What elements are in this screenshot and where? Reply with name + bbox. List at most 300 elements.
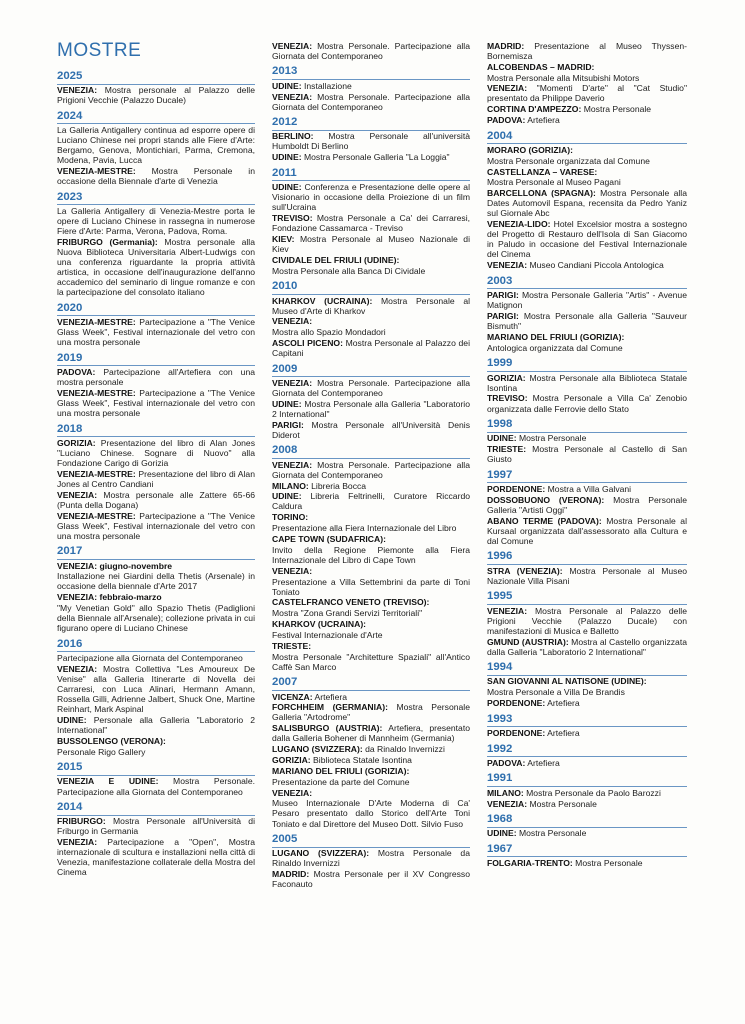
- entry-description: Mostra Personale al Kursaal organizzata dall'assessorato alla Cultura e dal Comune: [487, 515, 687, 546]
- year-heading: 2013: [272, 65, 470, 80]
- entry-description: Libreria Bocca: [308, 480, 367, 491]
- entry-location: BERLINO:: [272, 131, 314, 142]
- entry-location: FORCHHEIM (GERMANIA):: [272, 702, 388, 713]
- entry-description: Artefiera: [545, 728, 580, 738]
- entry-description: Mostra Personale al Museo d'Arte di Kharkov: [272, 295, 471, 316]
- year-heading: 2010: [272, 280, 470, 295]
- exhibition-entry: [272, 41, 470, 61]
- exhibition-entry: [487, 167, 687, 177]
- entry-description: Mostra Personale per il XV Congresso Faconauto: [272, 869, 470, 890]
- exhibition-entry: [487, 758, 687, 768]
- exhibition-entry: [57, 388, 255, 418]
- exhibition-entry: [57, 237, 255, 297]
- exhibition-entry: [272, 420, 470, 440]
- entry-description: Mostra Personale al Palazzo delle Prigioni Vecchie (Palazzo Ducale) con manifestazioni di Musica e Balletto: [487, 605, 687, 636]
- exhibition-entry: [487, 41, 687, 61]
- entry-description: Personale alla Galleria "Laboratorio 2 International": [57, 714, 255, 735]
- entry-location: MILANO:: [487, 787, 524, 798]
- exhibition-entry: [57, 592, 255, 602]
- exhibition-entry: [272, 182, 470, 212]
- entry-description: Mostra Collettiva "Les Amoureux De Venise" alla Galleria Itinerarte di Novella dei Carraresi, con Luca Alinari, Hermann Amann, Rossella Gilli, Adrienne Jalbert, Shuck One, Martine Reinhart, Mark Aspinal: [57, 663, 255, 715]
- exhibition-entry: [487, 290, 687, 310]
- entry-description: Mostra Personale. Partecipazione alla Giornata del Contemporaneo: [57, 776, 255, 797]
- entry-location: VENEZIA:: [57, 837, 98, 848]
- entry-description: Mostra Personale alla Dates Automovil Espana, recensita da Pedro Yaniz sul Giornale Abc: [487, 188, 687, 219]
- entry-description: Artefiera: [525, 757, 560, 768]
- entry-description: Partecipazione a "The Venice Glass Week", Festival internazionale del vetro con una mostra personale: [57, 387, 255, 418]
- exhibition-entry: [272, 512, 470, 522]
- entry-location: TRIESTE:: [272, 640, 312, 651]
- entry-description: Festival Internazionale d'Arte: [272, 630, 383, 641]
- entry-description: Mostra Personale alla Mitsubishi Motors: [487, 72, 640, 83]
- entry-location: PADOVA:: [487, 115, 526, 126]
- exhibition-entry: [487, 858, 687, 868]
- entry-description: Mostra Personale: [581, 104, 652, 115]
- entry-description: Mostra Personale al Palazzo dei Capitani: [272, 338, 470, 359]
- entry-description: Mostra Personale da Paolo Barozzi: [523, 787, 661, 798]
- entry-description: La Galleria Antigallery di Venezia-Mestre porta le opere di Luciano Chinese in rassegna in numerose Fiere d'Arte: Parma, Verona, Padova, Roma.: [57, 206, 255, 237]
- entry-description: Mostra Personale Galleria "Artis" - Avenue Matignon: [487, 290, 687, 311]
- entry-location: VENEZIA:: [272, 378, 313, 389]
- entry-description: Conferenza e Presentazione delle opere al Visionario in occasione della Proiezione di un film sull'Ucraina: [272, 182, 470, 213]
- exhibition-entry: [57, 206, 255, 236]
- year-heading: 2016: [57, 638, 255, 653]
- entry-location: ABANO TERME (PADOVA):: [487, 515, 602, 526]
- entry-description: Mostra Personale Galleria "Artisti Oggi": [487, 494, 687, 515]
- entry-location: TREVISO:: [272, 213, 313, 224]
- entry-description: Presentazione da parte del Comune: [272, 776, 410, 787]
- exhibition-entry: [272, 702, 470, 722]
- entry-location: VENEZIA-MESTRE:: [57, 387, 136, 398]
- exhibition-entry: [272, 534, 470, 544]
- entry-location: VENEZIA-MESTRE:: [57, 510, 136, 521]
- entry-location: GORIZIA:: [272, 755, 311, 766]
- entry-description: Libreria Feltrinelli, Curatore Riccardo Caldura: [272, 491, 470, 512]
- entry-description: Mostra Personale in occasione della Biennale d'arte di Venezia: [57, 166, 255, 187]
- entry-description: da Rinaldo Invernizzi: [362, 744, 445, 755]
- year-heading: 2018: [57, 423, 255, 438]
- exhibition-entry: [487, 698, 687, 708]
- entry-location: FRIBURGO:: [57, 816, 106, 827]
- entry-location: SAN GIOVANNI AL NATISONE (UDINE):: [487, 676, 647, 687]
- entry-location: VENEZIA-LIDO:: [487, 219, 551, 230]
- exhibition-entry: [487, 177, 687, 187]
- entry-location: CIVIDALE DEL FRIULI (UDINE):: [272, 254, 400, 265]
- year-heading: 2008: [272, 444, 470, 459]
- exhibition-entry: [272, 92, 470, 112]
- entry-location: ASCOLI PICENO:: [272, 338, 343, 349]
- entry-location: VENEZIA:: [487, 798, 528, 809]
- year-heading: 1991: [487, 772, 687, 787]
- entry-description: Presentazione del libro di Alan Jones "Luciano Chinese. Sognare di Nuovo" alla Fondazione Carigo di Gorizia: [57, 437, 255, 468]
- entry-description: Mostra Personale: [527, 798, 597, 809]
- entry-description: Mostra Personale alla Galleria "Laboratorio 2 International": [272, 398, 470, 419]
- exhibition-entry: [487, 393, 687, 413]
- exhibition-entry: [272, 744, 470, 754]
- entry-location: GORIZIA:: [57, 437, 96, 448]
- entry-description: Mostra Personale alla Banca Di Cividale: [272, 265, 426, 276]
- exhibition-entry: [487, 495, 687, 515]
- entry-location: VENEZIA:: [57, 663, 98, 674]
- year-heading: 1995: [487, 590, 687, 605]
- entry-description: Mostra Personale all'Università Denis Diderot: [272, 419, 470, 440]
- exhibition-entry: [487, 260, 687, 270]
- year-heading: 1999: [487, 357, 687, 372]
- entry-location: MADRID:: [487, 40, 525, 51]
- year-heading: 2015: [57, 761, 255, 776]
- exhibition-entry: [487, 343, 687, 353]
- entry-description: Mostra Personale a Ca' dei Carraresi, Fondazione Cassamarca - Treviso: [272, 213, 470, 234]
- entry-location: CAPE TOWN (SUDAFRICA):: [272, 534, 386, 545]
- entry-description: Presentazione al Museo Thyssen-Bornemisza: [487, 40, 687, 61]
- exhibition-entry: [272, 266, 470, 276]
- exhibition-entry: [272, 152, 470, 162]
- exhibition-entry: [487, 156, 687, 166]
- exhibition-entry: [487, 676, 687, 686]
- entry-location: VENEZIA:: [272, 787, 313, 798]
- entry-description: Presentazione a Villa Settembrini da parte di Toni Toniato: [272, 576, 470, 597]
- exhibition-entry: [487, 219, 687, 259]
- exhibition-entry: [272, 399, 470, 419]
- year-heading: 2014: [57, 801, 255, 816]
- entry-description: Partecipazione alla Giornata del Contemporaneo: [57, 653, 243, 664]
- exhibition-entry: [272, 788, 470, 798]
- entry-location: UDINE:: [487, 433, 517, 444]
- entry-location: VENEZIA:: [487, 260, 528, 271]
- exhibition-entry: [57, 125, 255, 165]
- entry-location: MARIANO DEL FRIULI (GORIZIA):: [487, 331, 625, 342]
- entry-location: KHARKOV (UCRAINA):: [272, 619, 367, 630]
- exhibition-entry: [487, 73, 687, 83]
- entry-location: MADRID:: [272, 869, 310, 880]
- entry-location: PORDENONE:: [487, 484, 546, 495]
- entry-description: Mostra "Zona Grandi Servizi Territoriali": [272, 608, 423, 619]
- column-1: [57, 70, 255, 877]
- exhibition-entry: [487, 566, 687, 586]
- exhibition-entry: [57, 715, 255, 735]
- entry-location: VENEZIA:: [272, 316, 313, 327]
- exhibition-entry: [487, 516, 687, 546]
- exhibition-entry: [272, 777, 470, 787]
- exhibition-entry: [487, 145, 687, 155]
- exhibition-entry: [272, 316, 470, 326]
- year-heading: 1997: [487, 469, 687, 484]
- exhibition-entry: [272, 545, 470, 565]
- exhibition-entry: [272, 848, 470, 868]
- entry-description: Mostra Personale: [516, 433, 587, 444]
- exhibition-entry: [487, 311, 687, 331]
- entry-location: PORDENONE:: [487, 698, 546, 709]
- column-2: [272, 40, 470, 889]
- year-heading: 2004: [487, 130, 687, 145]
- entry-description: Partecipazione a "The Venice Glass Week", Festival internazionale del vetro con una mostra personale: [57, 510, 255, 541]
- entry-location: MORARO (GORIZIA):: [487, 144, 573, 155]
- entry-location: VENEZIA:: [57, 85, 98, 96]
- entry-description: Mostra Personale a Villa Ca' Zenobio organizzata dalle Ferrovie dello Stato: [487, 393, 687, 414]
- entry-description: Mostra al Castello organizzata dalla Galleria "Laboratorio 2 International": [487, 636, 687, 657]
- entry-location: VENEZIA-MESTRE:: [57, 317, 136, 328]
- entry-description: Mostra Personale all'Università di Friburgo in Germania: [57, 816, 255, 837]
- exhibition-entry: [487, 83, 687, 103]
- year-heading: 2020: [57, 302, 255, 317]
- exhibition-entry: [272, 460, 470, 480]
- entry-location: FOLGARIA-TRENTO:: [487, 858, 573, 869]
- exhibition-entry: [57, 85, 255, 105]
- entry-location: KHARKOV (UCRAINA):: [272, 295, 373, 306]
- entry-description: "My Venetian Gold" allo Spazio Thetis (Padiglioni della Biennale all'Arsenale); collezione privata in cui figurano opere di Luciano Chinese: [57, 603, 255, 634]
- entry-location: TRIESTE:: [487, 444, 527, 455]
- exhibition-entry: [272, 378, 470, 398]
- exhibition-entry: [487, 799, 687, 809]
- entry-location: PARIGI:: [272, 419, 304, 430]
- entry-description: La Galleria Antigallery continua ad esporre opere di Luciano Chinese nei propri stands alle Fiere d'Arte: Bergamo, Genova, Montichiari, Parma, Cremona, Modena, Pavia, Lucca: [57, 125, 255, 166]
- entry-description: Mostra Personale alla Biblioteca Statale Isontina: [487, 372, 687, 393]
- exhibition-entry: [57, 816, 255, 836]
- year-heading: 1968: [487, 813, 687, 828]
- entry-location: KIEV:: [272, 233, 295, 244]
- entry-location: VENEZIA:: [272, 40, 313, 51]
- exhibition-entry: [57, 490, 255, 510]
- exhibition-entry: [272, 630, 470, 640]
- exhibition-entry: [57, 837, 255, 877]
- entry-description: Mostra Personale "Architetture Spaziali" all'Antico Caffè San Marco: [272, 651, 470, 672]
- exhibition-entry: [272, 755, 470, 765]
- entry-location: PORDENONE:: [487, 728, 546, 738]
- column-3: [487, 40, 687, 868]
- exhibition-entry: [57, 664, 255, 714]
- exhibition-entry: [272, 338, 470, 358]
- entry-location: VENEZIA-MESTRE:: [57, 468, 136, 479]
- exhibition-entry: [272, 234, 470, 254]
- entry-location: UDINE:: [272, 182, 302, 193]
- entry-description: Mostra Personale organizzata dal Comune: [487, 155, 650, 166]
- exhibition-entry: [487, 484, 687, 494]
- exhibition-entry: [272, 652, 470, 672]
- entry-location: VENEZIA:: [272, 565, 313, 576]
- entry-description: "Momenti D'arte" al "Cat Studio" presentato da Philippe Daverio: [487, 83, 687, 104]
- exhibition-entry: [272, 692, 470, 702]
- entry-location: TREVISO:: [487, 393, 528, 404]
- exhibition-entry: [487, 444, 687, 464]
- entry-location: CASTELFRANCO VENETO (TREVISO):: [272, 597, 430, 608]
- entry-description: Mostra personale al Palazzo delle Prigioni Vecchie (Palazzo Ducale): [57, 85, 255, 106]
- year-heading: 1996: [487, 550, 687, 565]
- exhibition-entry: [57, 603, 255, 633]
- entry-location: GORIZIA:: [487, 372, 526, 383]
- entry-description: Mostra Personale al Castello di San Giusto: [487, 444, 687, 465]
- exhibition-entry: [487, 115, 687, 125]
- entry-description: Personale Rigo Gallery: [57, 746, 146, 757]
- entry-description: Mostra Personale: [572, 858, 643, 869]
- exhibition-entry: [272, 608, 470, 618]
- exhibition-entry: [272, 491, 470, 511]
- entry-description: Mostra Personale alla Galleria "Sauveur Bismuth": [487, 310, 687, 332]
- entry-location: VENEZIA:: [487, 83, 528, 94]
- entry-description: Invito della Regione Piemonte alla Fiera Internazionale del Libro di Cape Town: [272, 544, 470, 565]
- entry-description: Installazione: [301, 80, 352, 91]
- exhibition-entry: [487, 728, 687, 738]
- entry-location: PADOVA:: [57, 367, 96, 378]
- exhibition-entry: [57, 776, 255, 796]
- exhibition-entry: [57, 736, 255, 746]
- exhibition-entry: [272, 619, 470, 629]
- year-heading: 2025: [57, 70, 255, 85]
- page-title: MOSTRE: [57, 40, 142, 61]
- entry-description: Mostra personale alla Nuova Biblioteca Universitaria Albert-Ludwigs con una conferenza riguardante la propria attività artistica, in occasione dell'inaugurazione dell'anno accademico del seminario di lingue romanze e con la partecipazione del consolato italiano: [57, 237, 255, 298]
- exhibition-entry: [487, 828, 687, 838]
- exhibition-entry: [57, 561, 255, 571]
- entry-description: Presentazione alla Fiera Internazionale del Libro: [272, 523, 457, 534]
- exhibition-entry: [272, 723, 470, 743]
- year-heading: 2012: [272, 116, 470, 131]
- entry-location: BUSSOLENGO (VERONA):: [57, 735, 166, 746]
- entry-description: Mostra Personale Galleria "Artodrome": [272, 702, 470, 723]
- entry-description: Mostra Personale al Museo Nazionale Villa Pisani: [487, 565, 687, 586]
- entry-location: ALCOBENDAS – MADRID:: [487, 61, 595, 72]
- entry-location: LUGANO (SVIZZERA):: [272, 848, 370, 859]
- exhibition-entry: [272, 81, 470, 91]
- entry-location: UDINE:: [272, 80, 302, 91]
- entry-description: Museo Candiani Piccola Antologica: [527, 260, 664, 271]
- exhibition-entry: [272, 566, 470, 576]
- entry-location: MARIANO DEL FRIULI (GORIZIA):: [272, 765, 410, 776]
- exhibition-entry: [487, 606, 687, 636]
- exhibition-entry: [487, 62, 687, 72]
- entry-description: Mostra Personale al Museo Nazionale di Kiev: [272, 233, 470, 255]
- entry-location: UDINE:: [272, 152, 302, 163]
- entry-location: MILANO:: [272, 480, 309, 491]
- entry-description: Mostra Personale a Villa De Brandis: [487, 687, 625, 698]
- entry-location: CORTINA D'AMPEZZO:: [487, 104, 582, 115]
- exhibition-entry: [272, 213, 470, 233]
- entry-location: STRA (VENEZIA):: [487, 565, 563, 576]
- entry-description: Mostra Personale: [516, 828, 587, 839]
- exhibition-entry: [487, 104, 687, 114]
- year-heading: 2009: [272, 363, 470, 378]
- year-heading: 1992: [487, 743, 687, 758]
- entry-location: VENEZIA: febbraio-marzo: [57, 592, 162, 603]
- exhibition-entry: [487, 373, 687, 393]
- year-heading: 2017: [57, 545, 255, 560]
- entry-description: Presentazione del libro di Alan Jones al Centro Candiani: [57, 468, 255, 489]
- entry-description: Mostra Personale. Partecipazione alla Giornata del Contemporaneo: [272, 40, 470, 61]
- entry-description: Mostra Personale. Partecipazione alla Giornata del Contemporaneo: [272, 459, 470, 480]
- entry-location: TORINO:: [272, 512, 309, 523]
- year-heading: 2007: [272, 676, 470, 691]
- exhibition-entry: [272, 481, 470, 491]
- year-heading: 2019: [57, 352, 255, 367]
- entry-description: Hotel Excelsior mostra a sostegno del Progetto di Restauro dell'Isola di San Giacomo in Paludo in occasione del Festival Internazionale del Cinema: [487, 219, 687, 260]
- entry-description: Partecipazione a "The Venice Glass Week", Festival internazionale del vetro con una mostra personale: [57, 317, 255, 348]
- exhibition-entry: [57, 367, 255, 387]
- entry-location: GMUND (AUSTRIA):: [487, 636, 569, 647]
- exhibition-entry: [272, 798, 470, 828]
- entry-location: VICENZA:: [272, 691, 313, 702]
- entry-description: Biblioteca Statale Isontina: [310, 755, 412, 766]
- entry-description: Mostra Personale. Partecipazione alla Giornata del Contemporaneo: [272, 378, 470, 399]
- exhibition-entry: [57, 166, 255, 186]
- entry-location: VENEZIA:: [272, 459, 313, 470]
- entry-location: LUGANO (SVIZZERA):: [272, 744, 363, 755]
- entry-location: VENEZIA:: [272, 91, 313, 102]
- entry-description: Artefiera, presentato dalla Galleria Bohener di Mannheim (Germania): [272, 723, 471, 744]
- entry-location: UDINE:: [272, 491, 302, 502]
- exhibition-entry: [57, 511, 255, 541]
- exhibition-entry: [487, 188, 687, 218]
- entry-description: Museo Internazionale D'Arte Moderna di Ca' Pesaro presentato dallo Storico dell'Arte Toni Toniato e dal Direttore del Museo Dott. Silvio Fuso: [272, 798, 470, 829]
- exhibition-entry: [272, 131, 470, 151]
- entry-description: Partecipazione a "Open", Mostra internazionale di scultura e installazioni nella città di Venezia, manifestazione collaterale della Mostra del Cinema: [57, 837, 255, 878]
- exhibition-entry: [487, 637, 687, 657]
- exhibition-entry: [57, 317, 255, 347]
- entry-location: UDINE:: [272, 398, 302, 409]
- entry-location: VENEZIA:: [487, 605, 528, 616]
- exhibition-entry: [272, 327, 470, 337]
- entry-description: Mostra Personale al Museo Pagani: [487, 177, 621, 188]
- exhibition-entry: [272, 577, 470, 597]
- entry-location: VENEZIA:: [57, 489, 98, 500]
- year-heading: 2024: [57, 110, 255, 125]
- exhibition-entry: [57, 747, 255, 757]
- entry-location: BARCELLONA (SPAGNA):: [487, 188, 596, 199]
- exhibition-entry: [57, 653, 255, 663]
- entry-location: VENEZIA: giugno-novembre: [57, 560, 173, 571]
- exhibition-entry: [57, 571, 255, 591]
- entry-location: FRIBURGO (Germania):: [57, 237, 158, 247]
- exhibition-entry: [487, 788, 687, 798]
- entry-description: Artefiera: [312, 691, 347, 702]
- year-heading: 2011: [272, 167, 470, 182]
- entry-description: Mostra Personale all'università Humboldt Di Berlino: [272, 131, 470, 152]
- entry-description: Installazione nei Giardini della Thetis (Arsenale) in occasione della biennale d'Arte 2017: [57, 571, 255, 592]
- entry-location: DOSSOBUONO (VERONA):: [487, 494, 605, 505]
- entry-description: Mostra Personale Galleria "La Loggia": [301, 152, 450, 163]
- entry-description: Mostra personale alle Zattere 65-66 (Punta della Dogana): [57, 489, 255, 510]
- exhibition-entry: [272, 255, 470, 265]
- year-heading: 1993: [487, 713, 687, 728]
- exhibition-entry: [57, 438, 255, 468]
- entry-location: VENEZIA-MESTRE:: [57, 166, 136, 177]
- exhibition-entry: [487, 332, 687, 342]
- exhibition-entry: [272, 869, 470, 889]
- entry-description: Partecipazione all'Artefiera con una mostra personale: [57, 367, 255, 388]
- entry-location: PADOVA:: [487, 757, 526, 768]
- exhibition-entry: [272, 523, 470, 533]
- entry-description: Antologica organizzata dal Comune: [487, 342, 623, 353]
- entry-location: PARIGI:: [487, 310, 519, 321]
- exhibition-entry: [487, 687, 687, 697]
- exhibition-entry: [272, 597, 470, 607]
- exhibition-entry: [487, 433, 687, 443]
- year-heading: 1967: [487, 843, 687, 858]
- entry-location: UDINE:: [487, 828, 517, 839]
- exhibition-entry: [272, 766, 470, 776]
- entry-description: Artefiera: [525, 115, 560, 126]
- year-heading: 2005: [272, 833, 470, 848]
- year-heading: 1998: [487, 418, 687, 433]
- exhibition-entry: [272, 296, 470, 316]
- entry-location: SALISBURGO (AUSTRIA):: [272, 723, 383, 734]
- year-heading: 2003: [487, 275, 687, 290]
- entry-location: PARIGI:: [487, 290, 519, 301]
- year-heading: 1994: [487, 661, 687, 676]
- entry-description: Mostra Personale da Rinaldo Invernizzi: [272, 848, 470, 869]
- year-heading: 2023: [57, 191, 255, 206]
- entry-location: UDINE:: [57, 714, 87, 725]
- exhibition-entry: [272, 641, 470, 651]
- exhibition-entry: [57, 469, 255, 489]
- entry-description: Mostra allo Spazio Mondadori: [272, 327, 386, 338]
